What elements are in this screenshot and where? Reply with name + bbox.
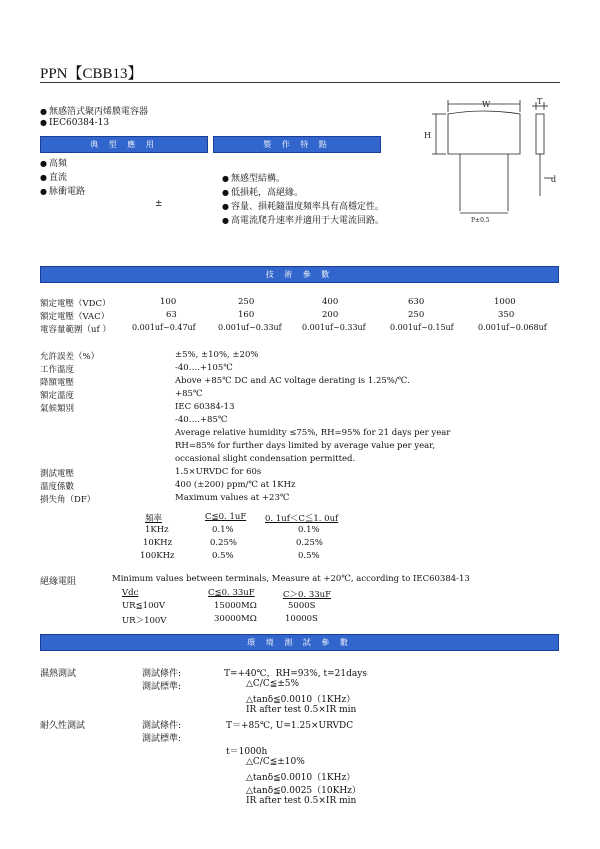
spec-value: Above +85℃ DC and AC voltage derating is 1.25%/℃.	[175, 376, 410, 386]
feature-item: ● 容量、損耗隨溫度頻率具有高穩定性。	[222, 199, 384, 212]
cell: UR≦100V	[122, 601, 166, 611]
cell: 0.001uf~0.33uf	[302, 323, 366, 332]
spec-label: 損失角（DF）	[40, 495, 96, 505]
spec-value: occasional slight condensation permitted.	[175, 454, 356, 464]
table-row	[40, 525, 440, 538]
diagram-label-t: T	[537, 97, 543, 106]
spec-row	[40, 389, 560, 402]
spec-value: 400 (±200) ppm/℃ at 1KHz	[175, 480, 296, 490]
spec-row	[40, 454, 560, 467]
spec-row	[40, 480, 560, 493]
band-typical-application: 典 型 應 用	[40, 136, 208, 153]
application-item: ● 高頻	[40, 156, 67, 169]
cell: 250	[408, 310, 425, 320]
cell: 0.001uf~0.33uf	[218, 323, 282, 332]
intro-item: ● IEC60384-13	[40, 118, 109, 128]
humid-std-label: 測試標準:	[142, 682, 182, 692]
cell: 0.001uf~0.068uf	[478, 323, 547, 332]
life-std-item: △tanδ≦0.0010（1KHz）	[246, 773, 356, 783]
diagram-label-d: d	[551, 175, 557, 184]
spec-row	[40, 402, 560, 415]
insulation-text: Minimum values between terminals, Measure at +20℃, according to IEC60384-13	[112, 574, 470, 584]
spec-row	[40, 415, 560, 428]
cell: 0.1%	[212, 525, 234, 535]
column-header: 頻率	[145, 514, 163, 524]
cell: 0.25%	[210, 538, 238, 548]
page-title: PPN【CBB13】	[40, 66, 143, 82]
life-std-item: △tanδ≦0.0025（10KHz）	[246, 786, 361, 796]
df-table	[40, 512, 440, 564]
cell: 10KHz	[143, 538, 173, 548]
cell: 5000S	[288, 601, 316, 611]
humid-std-item: IR after test 0.5×IR min	[246, 705, 357, 715]
band-features: 製 作 特 點	[213, 136, 381, 153]
spec-label: 測試電壓	[40, 469, 75, 479]
cell: 0.001uf~0.47uf	[132, 323, 196, 332]
application-item: ● 直流	[40, 170, 67, 183]
table-row	[40, 323, 560, 336]
life-cond-label: 測試條件:	[142, 721, 182, 731]
cell: 15000MΩ	[214, 601, 257, 611]
row-label: 電容量範圍（uf ）	[40, 325, 111, 335]
title-rule	[40, 82, 560, 83]
rated-table	[40, 297, 560, 336]
insulation-label: 絕緣電阻	[40, 577, 77, 587]
intro-item: ● 無感箔式聚丙烯膜電容器	[40, 104, 148, 117]
life-std-label: 測試標準:	[142, 734, 182, 744]
spec-value: 1.5×URVDC for 60s	[175, 467, 262, 477]
diagram-label-h: H	[424, 131, 431, 140]
cell: 1KHz	[145, 525, 169, 535]
spec-row	[40, 350, 560, 363]
capacitor-diagram	[420, 96, 560, 236]
spec-label: 氣候類別	[40, 404, 75, 414]
spec-label: 溫度係數	[40, 482, 75, 492]
spec-row	[40, 441, 560, 454]
humid-cond-value: T=+40℃，RH=93%, t=21days	[224, 669, 367, 679]
spec-value: +85℃	[175, 389, 203, 399]
insulation-table	[40, 588, 440, 627]
table-row	[40, 614, 440, 627]
cell: 630	[408, 297, 425, 307]
cell: 0.5%	[298, 551, 320, 561]
life-std-item: IR after test 0.5×IR min	[246, 796, 357, 806]
table-row	[40, 551, 440, 564]
band-environment-test: 環 境 測 試 參 數	[40, 634, 559, 651]
humid-cond-label: 測試條件:	[142, 669, 182, 679]
cell: 10000S	[285, 614, 318, 624]
band-technical-parameters: 技 術 參 數	[40, 266, 559, 283]
table-row	[40, 297, 560, 310]
spec-row	[40, 428, 560, 441]
humid-std-item: △tanδ≦0.0010（1KHz）	[246, 695, 356, 705]
spec-value: -40….+105℃	[175, 363, 233, 373]
spec-row	[40, 363, 560, 376]
diagram-label-p: P±0.5	[471, 217, 490, 224]
cell: 100	[160, 297, 177, 307]
spec-row	[40, 467, 560, 480]
spec-label: 額定溫度	[40, 391, 75, 401]
spec-value: RH=85% for further days limited by average value per year,	[175, 441, 436, 451]
cell: 200	[322, 310, 339, 320]
column-header: 0. 1uf＜C≦1. 0uf	[265, 514, 339, 524]
column-header: Vdc	[122, 588, 139, 598]
application-item: ● 脉衝電路	[40, 184, 85, 197]
feature-item: ● 低損耗，高絕緣。	[222, 185, 303, 198]
cell: 0.1%	[298, 525, 320, 535]
spec-value: Maximum values at +23℃	[175, 493, 290, 503]
cell: 0.5%	[212, 551, 234, 561]
column-header: C＞0. 33uF	[283, 590, 332, 600]
spec-row	[40, 493, 560, 506]
feature-item: ● 高電流爬升速率并適用于大電流回路。	[222, 213, 384, 226]
cell: 63	[166, 310, 177, 320]
table-header-row	[40, 512, 440, 525]
table-row	[40, 538, 440, 551]
cell: 30000MΩ	[214, 614, 257, 624]
row-label: 額定電壓（VAC）	[40, 312, 110, 322]
spec-label: 允許誤差（%）	[40, 352, 100, 362]
column-header: C≦0. 33uF	[208, 588, 255, 598]
humid-test-label: 濕熱測試	[40, 669, 77, 679]
table-row	[40, 601, 440, 614]
spec-value: ±5%, ±10%, ±20%	[175, 350, 259, 360]
cell: 250	[238, 297, 255, 307]
spec-list	[40, 350, 560, 506]
life-std-item: △C/C≦±10%	[246, 757, 305, 767]
spec-row	[40, 376, 560, 389]
spec-value: Average relative humidity ≤75%, RH=95% for 21 days per year	[175, 428, 451, 438]
humid-std-item: △C/C≦±5%	[246, 679, 300, 689]
table-header-row	[40, 588, 440, 601]
life-test-label: 耐久性測試	[40, 721, 86, 731]
table-row	[40, 310, 560, 323]
column-header: C≦0. 1uF	[205, 512, 247, 522]
cell: 100KHz	[140, 551, 175, 561]
cell: 0.25%	[296, 538, 324, 548]
spec-label: 降額電壓	[40, 378, 75, 388]
feature-item: ● 無感型結構。	[222, 171, 285, 184]
cell: 350	[498, 310, 515, 320]
plus-minus-mark: ±	[155, 199, 163, 209]
diagram-label-w: W	[482, 100, 491, 109]
life-std-item: t＝1000h	[226, 747, 268, 757]
cell: 400	[322, 297, 339, 307]
spec-value: -40….+85℃	[175, 415, 228, 425]
life-cond-value: T＝+85℃, U=1.25×URVDC	[226, 721, 354, 731]
cell: 1000	[494, 297, 516, 307]
row-label: 額定電壓（VDC）	[40, 299, 111, 309]
cell: UR＞100V	[122, 616, 167, 626]
cell: 0.001uf~0.15uf	[390, 323, 454, 332]
spec-label: 工作溫度	[40, 365, 75, 375]
spec-value: IEC 60384-13	[175, 402, 235, 412]
cell: 160	[238, 310, 255, 320]
